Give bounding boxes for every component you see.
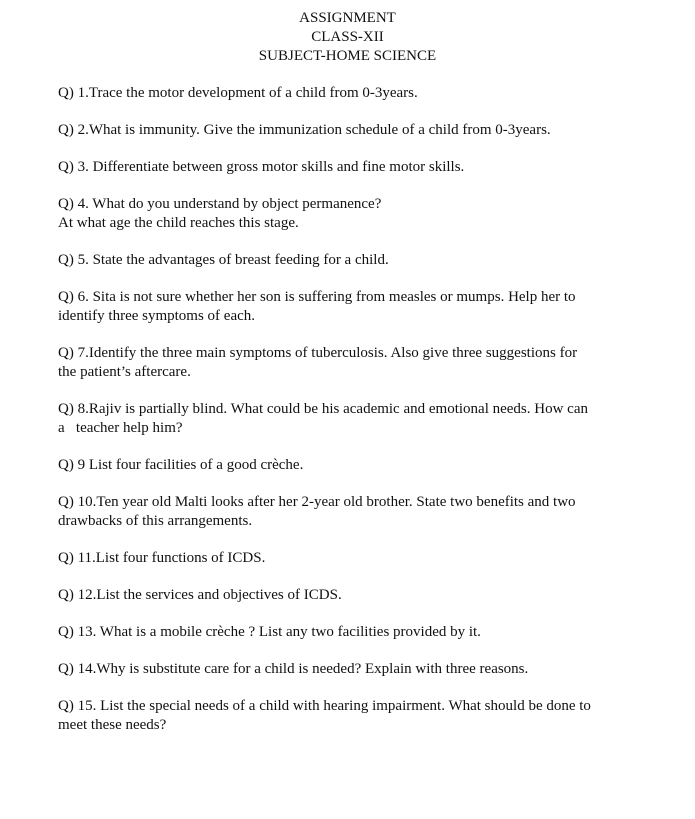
question-5 bbox=[58, 251, 638, 270]
question-6 bbox=[58, 288, 638, 326]
question-7 bbox=[58, 344, 638, 382]
question-line: Q) 1.Trace the motor development of a child from 0-3years. bbox=[58, 85, 418, 101]
question-11 bbox=[58, 549, 638, 568]
assignment-title: ASSIGNMENT bbox=[299, 10, 396, 26]
question-line: Q) 5. State the advantages of breast feeding for a child. bbox=[58, 252, 389, 268]
question-4 bbox=[58, 195, 638, 233]
class-label: CLASS-XII bbox=[311, 29, 384, 45]
question-line: Q) 4. What do you understand by object permanence? bbox=[58, 196, 382, 212]
question-10 bbox=[58, 493, 638, 531]
question-line: Q) 8.Rajiv is partially blind. What could be his academic and emotional needs. How can bbox=[58, 401, 588, 417]
question-line: Q) 15. List the special needs of a child with hearing impairment. What should be done to bbox=[58, 698, 591, 714]
question-1 bbox=[58, 84, 638, 103]
question-14 bbox=[58, 660, 638, 679]
question-12 bbox=[58, 586, 638, 605]
question-line: the patient’s aftercare. bbox=[58, 364, 191, 380]
question-line: At what age the child reaches this stage. bbox=[58, 215, 299, 231]
question-9 bbox=[58, 456, 638, 475]
subject-label: SUBJECT-HOME SCIENCE bbox=[258, 48, 437, 64]
question-line: meet these needs? bbox=[58, 717, 167, 733]
question-line: Q) 12.List the services and objectives of ICDS. bbox=[58, 587, 342, 603]
question-13 bbox=[58, 623, 638, 642]
question-line: Q) 7.Identify the three main symptoms of tuberculosis. Also give three suggestions for bbox=[58, 345, 578, 361]
question-3 bbox=[58, 158, 638, 177]
question-15 bbox=[58, 697, 638, 735]
question-line: Q) 3. Differentiate between gross motor skills and fine motor skills. bbox=[58, 159, 465, 175]
question-line: Q) 6. Sita is not sure whether her son is suffering from measles or mumps. Help her to bbox=[58, 289, 576, 305]
document-header bbox=[0, 9, 695, 66]
question-line: Q) 13. What is a mobile crèche ? List any two facilities provided by it. bbox=[58, 624, 481, 640]
question-line: Q) 14.Why is substitute care for a child is needed? Explain with three reasons. bbox=[58, 661, 529, 677]
question-2 bbox=[58, 121, 638, 140]
question-line: Q) 10.Ten year old Malti looks after her 2-year old brother. State two benefits and two bbox=[58, 494, 576, 510]
question-list bbox=[58, 84, 638, 753]
question-8 bbox=[58, 400, 638, 438]
question-line: Q) 11.List four functions of ICDS. bbox=[58, 550, 266, 566]
question-line: Q) 2.What is immunity. Give the immunization schedule of a child from 0-3years. bbox=[58, 122, 551, 138]
question-line: identify three symptoms of each. bbox=[58, 308, 256, 324]
question-line: a teacher help him? bbox=[58, 420, 183, 436]
question-line: Q) 9 List four facilities of a good crèche. bbox=[58, 457, 304, 473]
question-line: drawbacks of this arrangements. bbox=[58, 513, 253, 529]
